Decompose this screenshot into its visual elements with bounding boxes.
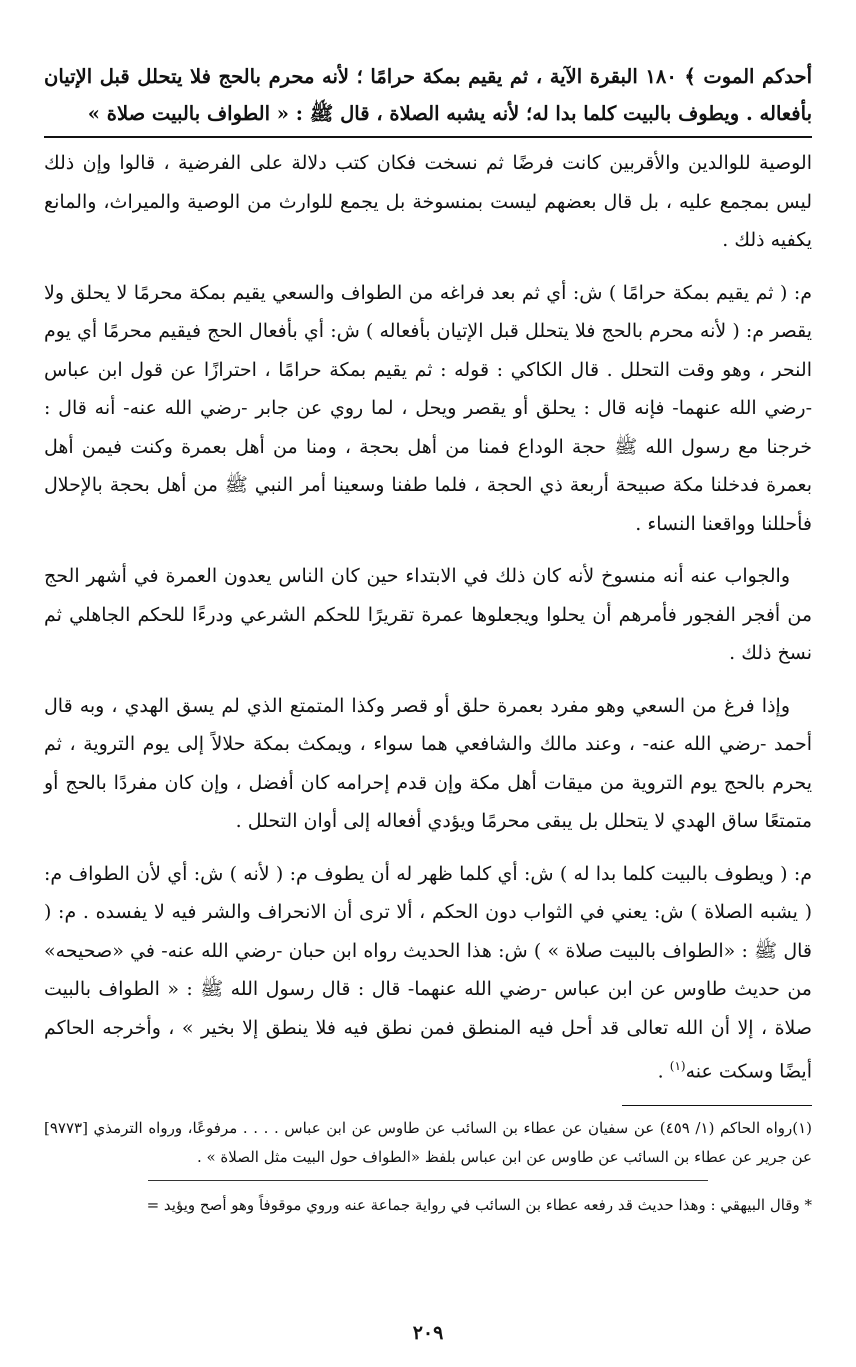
- sharh-paragraph-3: والجواب عنه أنه منسوخ لأنه كان ذلك في الابتداء حين كان الناس يعدون العمرة في أشهر الحج من أفجر الفجور فأمرهم أن يحلوا ويجعلوها عمرة تقريرًا للحكم الشرعي ودرءًا للحكم الجاهلي ثم نسخ ذلك .: [44, 565, 812, 664]
- footnote-2: * وقال البيهقي : وهذا حديث قد رفعه عطاء بن السائب في رواية جماعة عنه وروي موقوفاً وهو أصح ويؤيد =: [146, 1195, 812, 1214]
- matn-divider: [44, 136, 812, 138]
- page-number: ٢٠٩: [412, 1322, 444, 1344]
- page-content: [44, 58, 812, 1228]
- sharh-paragraph-5: م: ( ويطوف بالبيت كلما بدا له ) ش: أي كلما ظهر له أن يطوف م: ( لأنه ) ش: أي لأن الطواف م: ( يشبه الصلاة ) ش: يعني في الثواب دون الحكم ، ألا ترى أن الانحراف والشر فيه لا يفسده . م: ( قال ﷺ : «الطواف بالبيت صلاة » ) ش: هذا الحديث رواه ابن حبان -رضي الله عنه- في «صحيحه» من حديث طاوس عن ابن عباس -رضي الله عنهما- قال : قال رسول الله ﷺ : « الطواف بالبيت صلاة ، إلا أن الله تعالى قد أحل فيه المنطق فمن نطق فيه فلا ينطق إلا بخير » ، وأخرجه الحاكم أيضًا وسكت عنه$^{(١)}$ .: [44, 862, 812, 1083]
- sharh-paragraph-4: وإذا فرغ من السعي وهو مفرد بعمرة حلق أو قصر وكذا المتمتع الذي لم يسق الهدي ، وبه قال أحمد -رضي الله عنه- ، وعند مالك والشافعي هما سواء ، ويمكث بمكة حلالاً إلى يوم التروية ، ثم يحرم بالحج يوم التروية من ميقات أهل مكة وإن قدم إحرامه كان أفضل ، وإن كان مفردًا بالحج أو متمتعًا ساق الهدي لا يتحلل بل يبقى محرمًا ويؤدي أفعاله إلى أوان التحلل .: [44, 694, 812, 832]
- footnote-reference[interactable]: (١): [669, 1059, 686, 1073]
- footnote-separator: [148, 1180, 708, 1181]
- sharh-paragraph-5-text: م: ( ويطوف بالبيت كلما بدا له ) ش: أي كلما ظهر له أن يطوف م: ( لأنه ) ش: أي لأن الطواف م: ( يشبه الصلاة ) ش: يعني في الثواب دون الحكم ، ألا ترى أن الانحراف والشر فيه لا يفسده . م: ( قال ﷺ : «الطواف بالبيت صلاة » ) ش: هذا الحديث رواه ابن حبان -رضي الله عنه- في «صحيحه» من حديث طاوس عن ابن عباس -رضي الله عنهما- قال : قال رسول الله ﷺ : « الطواف بالبيت صلاة ، إلا أن الله تعالى قد أحل فيه المنطق فمن نطق فيه فلا ينطق إلا بخير » ، وأخرجه الحاكم أيضًا وسكت عنه: [44, 862, 812, 1083]
- footnote-1: (١)رواه الحاكم (١/ ٤٥٩) عن سفيان عن عطاء بن السائب عن طاوس عن ابن عباس . . . . مرفوعًا، ورواه الترمذي [٩٧٧٣] عن جرير عن عطاء بن السائب عن طاوس عن ابن عباس بلفظ «الطواف حول البيت مثل الصلاة » .: [44, 1118, 813, 1166]
- footnote-divider: [622, 1105, 812, 1106]
- sharh-paragraph-1: الوصية للوالدين والأقربين كانت فرضًا ثم نسخت فكان كتب دلالة على الفرضية ، قالوا وإن ذلك ليس بمجمع عليه ، بل قال بعضهم ليست بمنسوخة بل يجمع للوارث من الوصية والميراث، والمانع يكفيه ذلك .: [44, 152, 812, 251]
- sharh-paragraph-2: م: ( ثم يقيم بمكة حرامًا ) ش: أي ثم بعد فراغه من الطواف والسعي يقيم بمكة محرمًا لا يحلق ولا يقصر م: ( لأنه محرم بالحج فلا يتحلل قبل الإتيان بأفعاله ) ش: أي بأفعال الحج فيقيم محرمًا أي يوم النحر ، وهو وقت التحلل . قال الكاكي : قوله : ثم يقيم بمكة حرامًا ، احترازًا عن قول ابن عباس -رضي الله عنهما- فإنه قال : يحلق أو يقصر ويحل ، لما روي عن جابر -رضي الله عنه- أنه قال : خرجنا مع رسول الله ﷺ حجة الوداع فمنا من أهل بحجة ، ومنا من أهل بعمرة وكنت فيمن أهل بعمرة فدخلنا مكة صبيحة أربعة ذي الحجة ، فلما طفنا وسعينا أمر النبي ﷺ من أهل بحجة بالإحلال فأحللنا وواقعنا النساء .: [44, 281, 812, 535]
- matn-text: أحدكم الموت ﴾ ١٨٠ البقرة الآية ، ثم يقيم بمكة حرامًا ؛ لأنه محرم بالحج فلا يتحلل قبل الإتيان بأفعاله . ويطوف بالبيت كلما بدا له؛ لأنه يشبه الصلاة ، قال ﷺ : « الطواف بالبيت صلاة »: [44, 65, 813, 125]
